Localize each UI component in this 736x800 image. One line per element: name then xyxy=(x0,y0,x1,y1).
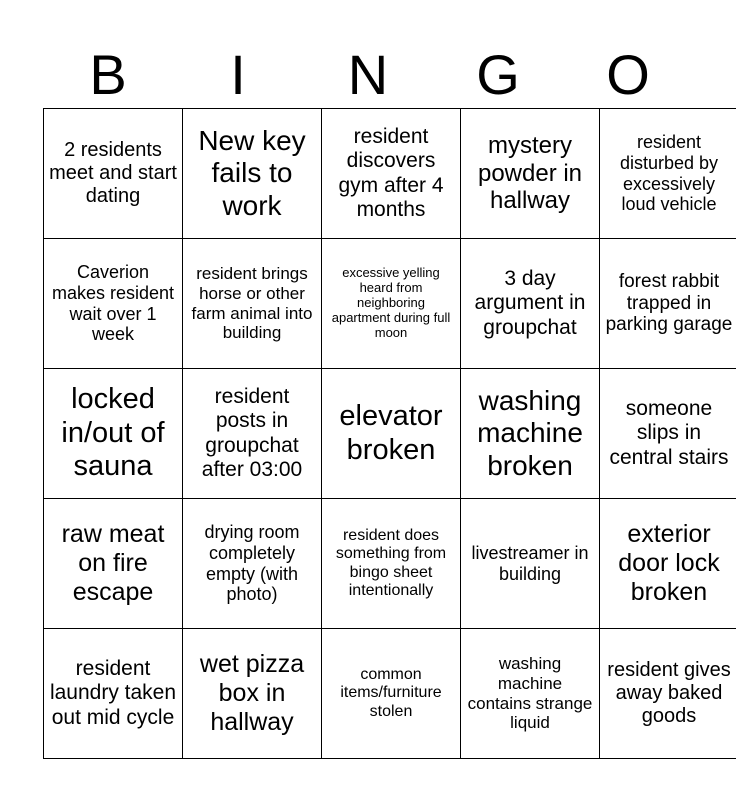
bingo-cell[interactable] xyxy=(322,109,461,239)
bingo-cell[interactable] xyxy=(461,239,600,369)
bingo-cell[interactable] xyxy=(322,499,461,629)
board-row xyxy=(44,109,736,239)
bingo-cell[interactable] xyxy=(44,629,183,759)
cell-text: resident discovers gym after 4 months xyxy=(338,125,444,221)
bingo-cell[interactable] xyxy=(183,499,322,629)
bingo-cell[interactable] xyxy=(600,239,736,369)
bingo-cell[interactable] xyxy=(183,239,322,369)
bingo-cell[interactable] xyxy=(322,239,461,369)
header-letter-o: O xyxy=(606,43,650,106)
cell-text: someone slips in central stairs xyxy=(609,397,729,469)
bingo-cell[interactable] xyxy=(44,109,183,239)
bingo-cell[interactable] xyxy=(600,369,736,499)
cell-text: 2 residents meet and start dating xyxy=(49,139,177,207)
cell-text: resident does something from bingo sheet intentionally xyxy=(335,526,447,599)
cell-text: common items/furniture stolen xyxy=(340,665,442,720)
cell-text: 3 day argument in groupchat xyxy=(474,267,586,339)
bingo-cell[interactable] xyxy=(183,369,322,499)
header-letter-n: N xyxy=(347,43,389,106)
board-row xyxy=(44,499,736,629)
bingo-board xyxy=(43,108,736,759)
bingo-cell[interactable] xyxy=(44,499,183,629)
cell-text: raw meat on fire escape xyxy=(61,520,165,606)
board-row xyxy=(44,239,736,369)
cell-text: forest rabbit trapped in parking garage xyxy=(605,270,733,336)
bingo-cell[interactable] xyxy=(600,499,736,629)
bingo-cell[interactable] xyxy=(600,629,736,759)
bingo-header xyxy=(43,42,693,108)
bingo-cell[interactable] xyxy=(322,369,461,499)
cell-text: elevator broken xyxy=(339,400,443,466)
bingo-cell[interactable] xyxy=(44,239,183,369)
header-letter-b: B xyxy=(89,43,127,106)
cell-text: washing machine contains strange liquid xyxy=(467,654,593,733)
cell-text: Caverion makes resident wait over 1 week xyxy=(51,262,175,345)
cell-text: locked in/out of sauna xyxy=(61,383,165,483)
cell-text: resident laundry taken out mid cycle xyxy=(49,657,177,729)
bingo-cell[interactable] xyxy=(461,629,600,759)
bingo-cell[interactable] xyxy=(183,629,322,759)
cell-text: washing machine broken xyxy=(477,385,583,481)
cell-text: livestreamer in building xyxy=(471,542,589,584)
bingo-cell[interactable] xyxy=(183,109,322,239)
cell-text: drying room completely empty (with photo) xyxy=(204,522,300,605)
bingo-cell[interactable] xyxy=(600,109,736,239)
bingo-cell[interactable] xyxy=(44,369,183,499)
header-letter-g: G xyxy=(476,43,520,106)
header-letter-i: I xyxy=(230,43,246,106)
bingo-cell[interactable] xyxy=(461,499,600,629)
bingo-cell[interactable] xyxy=(461,109,600,239)
cell-text: excessive yelling heard from neighboring apartment during full moon xyxy=(331,265,451,340)
cell-text: resident disturbed by excessively loud vehicle xyxy=(619,132,719,215)
cell-text: mystery powder in hallway xyxy=(477,132,583,215)
bingo-cell[interactable] xyxy=(461,369,600,499)
cell-text: resident gives away baked goods xyxy=(607,659,731,727)
bingo-cell[interactable] xyxy=(322,629,461,759)
cell-text: resident posts in groupchat after 03:00 xyxy=(201,385,303,481)
board-row xyxy=(44,369,736,499)
cell-text: New key fails to work xyxy=(198,125,306,221)
cell-text: resident brings horse or other farm animal into building xyxy=(191,264,313,343)
board-row xyxy=(44,629,736,759)
cell-text: wet pizza box in hallway xyxy=(199,650,305,736)
cell-text: exterior door lock broken xyxy=(618,520,720,606)
